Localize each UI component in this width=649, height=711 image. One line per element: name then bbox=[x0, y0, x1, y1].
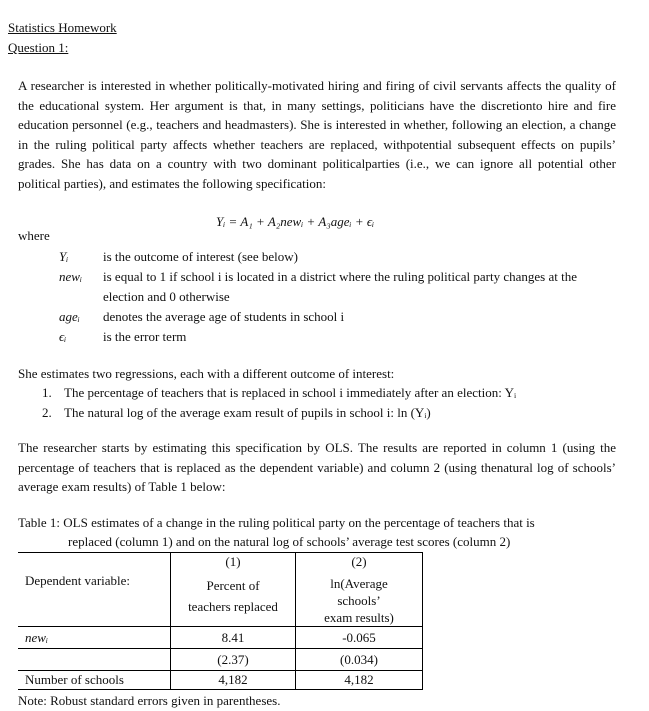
column-header-line: schools’ bbox=[337, 592, 381, 608]
column-header-line: Percent of bbox=[206, 577, 260, 593]
dependent-variable-label: Dependent variable: bbox=[25, 572, 131, 588]
intro-paragraph: A researcher is interested in whether politically-motivated hiring and firing of civil servants affects the quality of the educational system. Her argument is that, in many settings, politicians have the discretionto hire and fire education personnel (e.g., teachers and headmasters). She is interested in whether, following an election, a change in the ruling political party affects whether teachers are replaced, withpotential subsequent effects on pupils’ grades. She has data on a country with two dominant politicalparties (i.e., we can ignore all potential other political parties), and estimates the following specification: bbox=[18, 78, 616, 191]
homework-title: Statistics Homework bbox=[8, 20, 117, 35]
column-header-line: teachers replaced bbox=[188, 598, 278, 614]
regression-equation: Yᵢ = A₁ + A₂newᵢ + A₃ageᵢ + ϵᵢ bbox=[216, 214, 375, 229]
definition-text: is the outcome of interest (see below) bbox=[103, 249, 298, 264]
regressions-intro: She estimates two regressions, each with a different outcome of interest: bbox=[18, 366, 395, 381]
table-caption-line1: Table 1: OLS estimates of a change in the ruling political party on the percentage of teachers that is bbox=[18, 515, 535, 530]
definition-text: is the error term bbox=[103, 329, 187, 344]
outcome-number: 2. bbox=[42, 405, 52, 420]
standard-error-value: (0.034) bbox=[296, 649, 423, 671]
definition-row-new bbox=[59, 267, 615, 307]
outcome-number: 1. bbox=[42, 385, 52, 400]
coefficient-value: -0.065 bbox=[296, 627, 423, 649]
column-number: (1) bbox=[171, 553, 296, 571]
definition-text: is equal to 1 if school i is located in a district where the ruling political party changes at the election and 0 otherwise bbox=[103, 269, 578, 304]
definition-symbol: newᵢ bbox=[59, 269, 82, 284]
standard-error-value: (2.37) bbox=[171, 649, 296, 671]
observations-value: 4,182 bbox=[171, 671, 296, 690]
definition-text: denotes the average age of students in school i bbox=[103, 309, 345, 324]
where-label: where bbox=[18, 228, 50, 243]
definition-row-y bbox=[59, 247, 615, 267]
table-row bbox=[18, 671, 423, 690]
ols-paragraph: The researcher starts by estimating this specification by OLS. The results are reported in column 1 (using the percentage of teachers that is replaced as the dependent variable) and column 2 (using thenatural log of schools’ average exam results) of Table 1 below: bbox=[18, 440, 616, 494]
column-header-line: ln(Average bbox=[330, 575, 388, 591]
row-variable: newᵢ bbox=[18, 627, 171, 649]
definition-row-age bbox=[59, 307, 615, 327]
table-row bbox=[18, 627, 423, 649]
table-header-row bbox=[18, 553, 423, 571]
question-heading: Question 1: bbox=[8, 40, 69, 55]
table-header-row bbox=[18, 571, 423, 627]
definition-symbol: ϵᵢ bbox=[59, 329, 67, 344]
definition-row-error bbox=[59, 327, 615, 347]
column-header-line: exam results) bbox=[324, 609, 394, 625]
definition-symbol: Yᵢ bbox=[59, 249, 69, 264]
coefficient-value: 8.41 bbox=[171, 627, 296, 649]
column-number: (2) bbox=[296, 553, 423, 571]
observations-value: 4,182 bbox=[296, 671, 423, 690]
results-table bbox=[18, 552, 423, 690]
table-note: Note: Robust standard errors given in parentheses. bbox=[18, 693, 281, 708]
outcome-text: The natural log of the average exam result of pupils in school i: ln (Yᵢ) bbox=[64, 405, 431, 420]
table-caption-line2: replaced (column 1) and on the natural log of schools’ average test scores (column 2) bbox=[68, 534, 511, 549]
table-row bbox=[18, 649, 423, 671]
observations-label: Number of schools bbox=[18, 671, 171, 690]
outcome-text: The percentage of teachers that is replaced in school i immediately after an election: Yᵢ bbox=[64, 385, 517, 400]
definition-symbol: ageᵢ bbox=[59, 309, 80, 324]
